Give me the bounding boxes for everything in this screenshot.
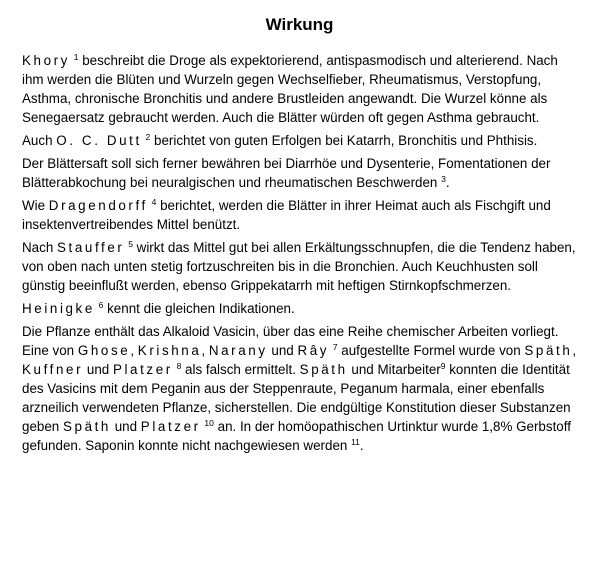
paragraph-blaettersaft xyxy=(22,154,577,192)
author-name: Khory xyxy=(22,53,70,68)
paragraph-dutt xyxy=(22,131,577,150)
author-name: Narany xyxy=(208,343,268,358)
footnote-ref: 6 xyxy=(98,300,104,310)
paragraph-text: und xyxy=(271,343,294,358)
paragraph-text: Auch xyxy=(22,133,53,148)
paragraph-text: berichtet von guten Erfolgen bei Katarrh, Bronchitis und Phthisis. xyxy=(154,133,538,148)
punctuation: , xyxy=(572,343,577,358)
document-page xyxy=(22,10,577,459)
footnote-ref: 11 xyxy=(351,437,360,447)
author-name: Platzer xyxy=(112,362,173,377)
paragraph-text: . xyxy=(359,438,364,453)
paragraph-text: an. In der homöopathischen Urtinktur wurde 1,8% Gerbstoff gefunden. Saponin konnte nicht nachgewiesen werden xyxy=(22,419,571,453)
punctuation: , xyxy=(201,343,206,358)
paragraph-text: und xyxy=(86,362,110,377)
footnote-ref: 7 xyxy=(332,342,338,352)
paragraph-stauffer xyxy=(22,238,577,295)
footnote-ref: 2 xyxy=(145,132,151,142)
paragraph-text: konnten die Identität des Vasicins mit dem Peganin aus der Steppenraute, Peganum harmala, einer ebenfalls arzneilich verwendeten Pflanze, sicherstellen. Die endgültige Konstitution dieser Substanzen geben xyxy=(22,362,571,434)
paragraph-text: aufgestellte Formel wurde von xyxy=(341,343,521,358)
footnote-ref: 9 xyxy=(440,361,446,371)
paragraph-text: und Mitarbeiter xyxy=(351,362,441,377)
paragraph-text: Wie xyxy=(22,198,46,213)
author-name: Platzer xyxy=(140,419,201,434)
footnote-ref: 4 xyxy=(151,197,157,207)
author-name: Krishna xyxy=(137,343,202,358)
paragraph-text: Der Blättersaft soll sich ferner bewähren bei Diarrhöe und Dysenterie, Fomentationen der Blätterabkochung bei neuralgischen und rheumatischen Beschwerden xyxy=(22,156,551,190)
paragraph-text: Nach xyxy=(22,240,54,255)
author-name: Späth xyxy=(299,362,348,377)
paragraph-text: kennt die gleichen Indikationen. xyxy=(107,301,295,316)
paragraph-text: beschreibt die Droge als expektorierend, antispasmodisch und alterierend. Nach ihm werden die Blüten und Wurzeln gegen Wechselfieber, Rheumatismus, Verstopfung, Asthma, chronische Bronchitis und andere Brustleiden angewandt. Die Wurzel könne als Senegaersatz gebraucht werden. Auch die Blätter würden oft gegen Asthma gebraucht. xyxy=(22,53,558,125)
paragraph-text: als falsch ermittelt. xyxy=(185,362,296,377)
footnote-ref: 5 xyxy=(128,239,133,249)
author-name: Heinigke xyxy=(22,301,95,316)
footnote-ref: 10 xyxy=(204,418,214,428)
paragraph-vasicin xyxy=(22,322,577,455)
paragraph-heinigke xyxy=(22,299,577,318)
paragraph-text: Die Pflanze enthält das Alkaloid Vasicin, über das eine Reihe chemischer Arbeiten vorliegt. Eine von xyxy=(22,324,559,358)
section-title: Wirkung xyxy=(265,15,334,34)
paragraph-text: und xyxy=(114,419,138,434)
author-name: Dragendorff xyxy=(48,198,148,213)
author-name: O. C. Dutt xyxy=(56,133,142,148)
paragraph-text: . xyxy=(445,175,450,190)
paragraph-dragendorff xyxy=(22,196,577,234)
author-name: Kuffner xyxy=(22,362,84,377)
paragraph-text: berichtet, werden die Blätter in ihrer Heimat auch als Fischgift und insektenvertreibendes Mittel benützt. xyxy=(22,198,551,232)
footnote-ref: 3 xyxy=(441,174,446,184)
paragraph-text: wirkt das Mittel gut bei allen Erkältungsschnupfen, die die Tendenz haben, von oben nach unten stetig fortzuschreiten bis in die Bronchien. Auch Keuchhusten soll günstig beeinflußt werden, ebenso Grippekatarrh mit heftigen Stirnkopfschmerzen. xyxy=(22,240,576,293)
author-name: Rây xyxy=(297,343,330,358)
footnote-ref: 8 xyxy=(176,361,182,371)
punctuation: , xyxy=(130,343,135,358)
author-name: Späth xyxy=(524,343,573,358)
author-name: Ghose xyxy=(77,343,131,358)
paragraph-khory xyxy=(22,51,577,127)
author-name: Stauffer xyxy=(57,240,125,255)
author-name: Späth xyxy=(62,419,111,434)
footnote-ref: 1 xyxy=(73,52,79,62)
